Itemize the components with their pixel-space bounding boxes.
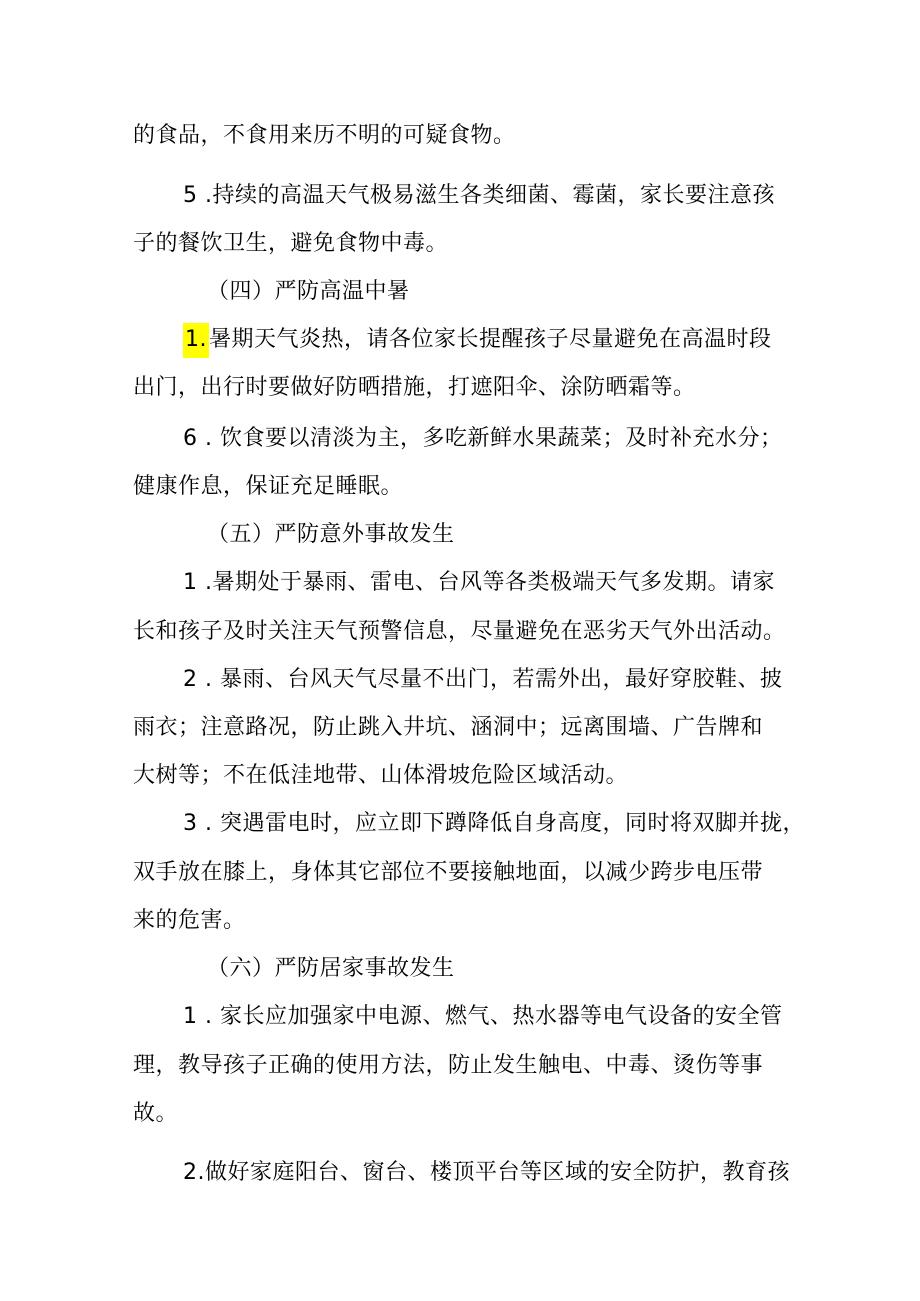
- text-line: 双手放在膝上，身体其它部位不要接触地面，以减少跨步电压带: [133, 860, 764, 885]
- text-line: 理，教导孩子正确的使用方法，防止发生触电、中毒、烫伤等事: [133, 1053, 764, 1078]
- text-line: 3 . 突遇雷电时，应立即下蹲降低自身高度，同时将双脚并拢，: [183, 811, 805, 836]
- text-line: 雨衣；注意路况，防止跳入井坑、涵洞中；远离围墙、广告牌和: [133, 715, 764, 740]
- text-line: 6 . 饮食要以清淡为主，多吃新鲜水果蔬菜；及时补充水分；: [183, 426, 783, 451]
- text-line: 1 .暑期处于暴雨、雷电、台风等各类极端天气多发期。请家: [183, 570, 775, 595]
- text-line: 故。: [133, 1101, 179, 1126]
- text-line: 健康作息，保证充足睡眠。: [133, 474, 404, 499]
- text-line: 长和孩子及时关注天气预警信息，尽量避免在恶劣天气外出活动。: [133, 619, 786, 644]
- highlighted-number: 1.: [183, 323, 209, 358]
- text-line: 出门，出行时要做好防晒措施，打遮阳伞、涂防晒霜等。: [133, 375, 696, 400]
- text-line: 5 .持续的高温天气极易滋生各类细菌、霉菌，家长要注意孩: [183, 183, 775, 208]
- section-heading: （四）严防高温中暑: [207, 279, 410, 304]
- text-line: 2.做好家庭阳台、窗台、楼顶平台等区域的安全防护，教育孩: [183, 1160, 790, 1185]
- section-heading: （六）严防居家事故发生: [207, 956, 455, 981]
- text-line: 2 . 暴雨、台风天气尽量不出门，若需外出，最好穿胶鞋、披: [183, 667, 783, 692]
- text-line: 大树等；不在低洼地带、山体滑坡危险区域活动。: [133, 763, 629, 788]
- text-line: 来的危害。: [133, 908, 246, 933]
- text-line: 的食品，不食用来历不明的可疑食物。: [133, 123, 516, 148]
- text-line: 子的餐饮卫生，避免食物中毒。: [133, 231, 449, 256]
- text-line: 1 . 家长应加强家中电源、燃气、热水器等电气设备的安全管: [183, 1004, 783, 1029]
- section-heading: （五）严防意外事故发生: [207, 522, 455, 547]
- text-line: 1.暑期天气炎热，请各位家长提醒孩子尽量避免在高温时段: [183, 322, 772, 353]
